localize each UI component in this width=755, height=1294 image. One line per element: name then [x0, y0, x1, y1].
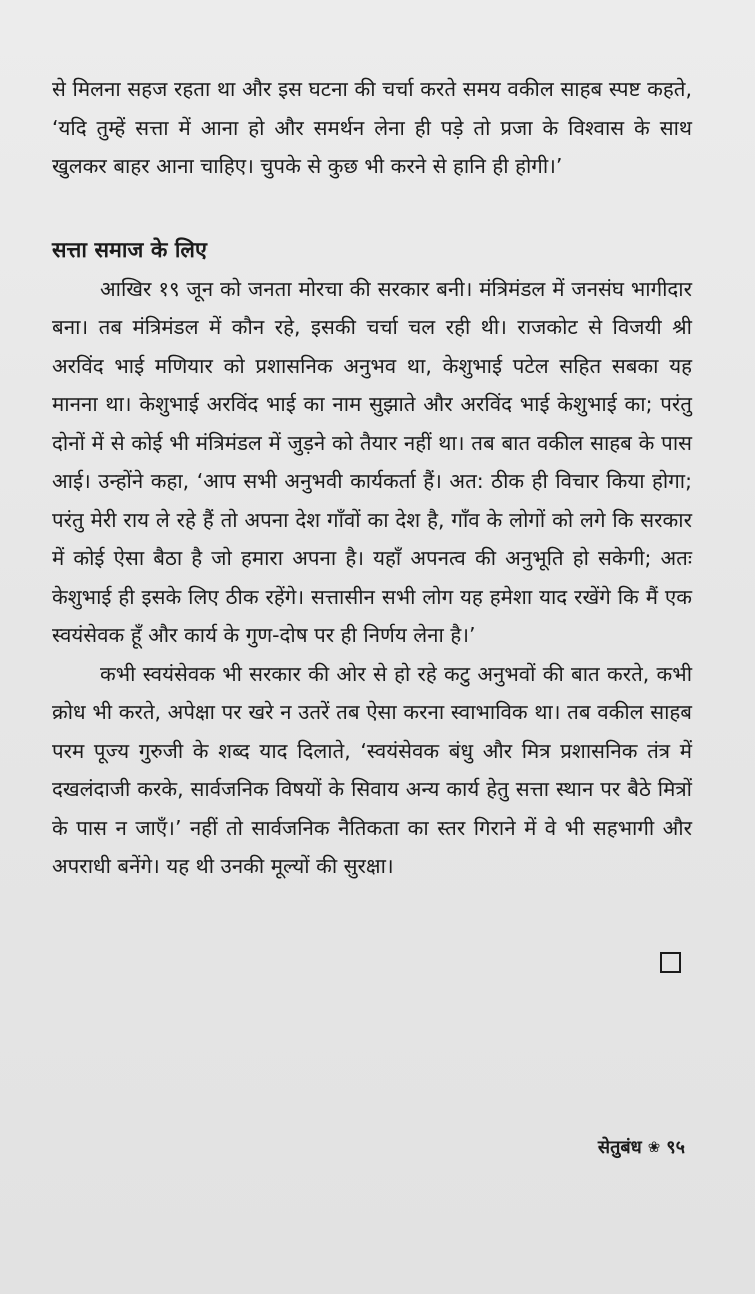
- paragraph-swayamsevak: कभी स्वयंसेवक भी सरकार की ओर से हो रहे कटु अनुभवों की बात करते, कभी क्रोध भी करते, अपेक्षा पर खरे न उतरें तब ऐसा करना स्वाभाविक था। तब वकील साहब परम पूज्य गुरुजी के शब्द याद दिलाते, ‘स्वयंसेवक बंधु और मित्र प्रशासनिक तंत्र में दखलंदाजी करके, सार्वजनिक विषयों के सिवाय अन्य कार्य हेतु सत्ता स्थान पर बैठे मित्रों के पास न जाएँ।’ नहीं तो सार्वजनिक नैतिकता का स्तर गिराने में वे भी सहभागी और अपराधी बनेंगे। यह थी उनकी मूल्यों की सुरक्षा।: [52, 661, 692, 878]
- paragraph-continuation: से मिलना सहज रहता था और इस घटना की चर्चा करते समय वकील साहब स्पष्ट कहते, ‘यदि तुम्हें सत्ता में आना हो और समर्थन लेना ही पड़े तो प्रजा के विश्वास के साथ खुलकर बाहर आना चाहिए। चुपके से कुछ भी करने से हानि ही होगी।’: [52, 77, 692, 178]
- book-title: सेतुबंध: [597, 1137, 642, 1158]
- paragraph-cabinet: आखिर १९ जून को जनता मोरचा की सरकार बनी। मंत्रिमंडल में जनसंघ भागीदार बना। तब मंत्रिमंडल में कौन रहे, इसकी चर्चा चल रही थी। राजकोट से विजयी श्री अरविंद भाई मणियार को प्रशासनिक अनुभव था, केशुभाई पटेल सहित सबका यह मानना था। केशुभाई अरविंद भाई का नाम सुझाते और अरविंद भाई केशुभाई का; परंतु दोनों में से कोई भी मंत्रिमंडल में जुड़ने को तैयार नहीं था। तब बात वकील साहब के पास आई। उन्होंने कहा, ‘आप सभी अनुभवी कार्यकर्ता हैं। अत: ठीक ही विचार किया होगा; परंतु मेरी राय ले रहे हैं तो अपना देश गाँवों का देश है, गाँव के लोगों को लगे कि सरकार में कोई ऐसा बैठा है जो हमारा अपना है। यहाँ अपनत्व की अनुभूति हो सकेगी; अतः केशुभाई ही इसके लिए ठीक रहेंगे। सत्तासीन सभी लोग यह हमेशा याद रखेंगे कि मैं एक स्वयंसेवक हूँ और कार्य के गुण-दोष पर ही निर्णय लेना है।’: [52, 276, 692, 647]
- page-body: [52, 70, 692, 886]
- hollow-square-icon: [660, 952, 681, 973]
- page-footer: [598, 1135, 685, 1159]
- page-number: ९५: [666, 1137, 685, 1158]
- section-heading: सत्ता समाज के लिए: [52, 237, 207, 263]
- flower-ornament-icon: ❀: [647, 1137, 661, 1156]
